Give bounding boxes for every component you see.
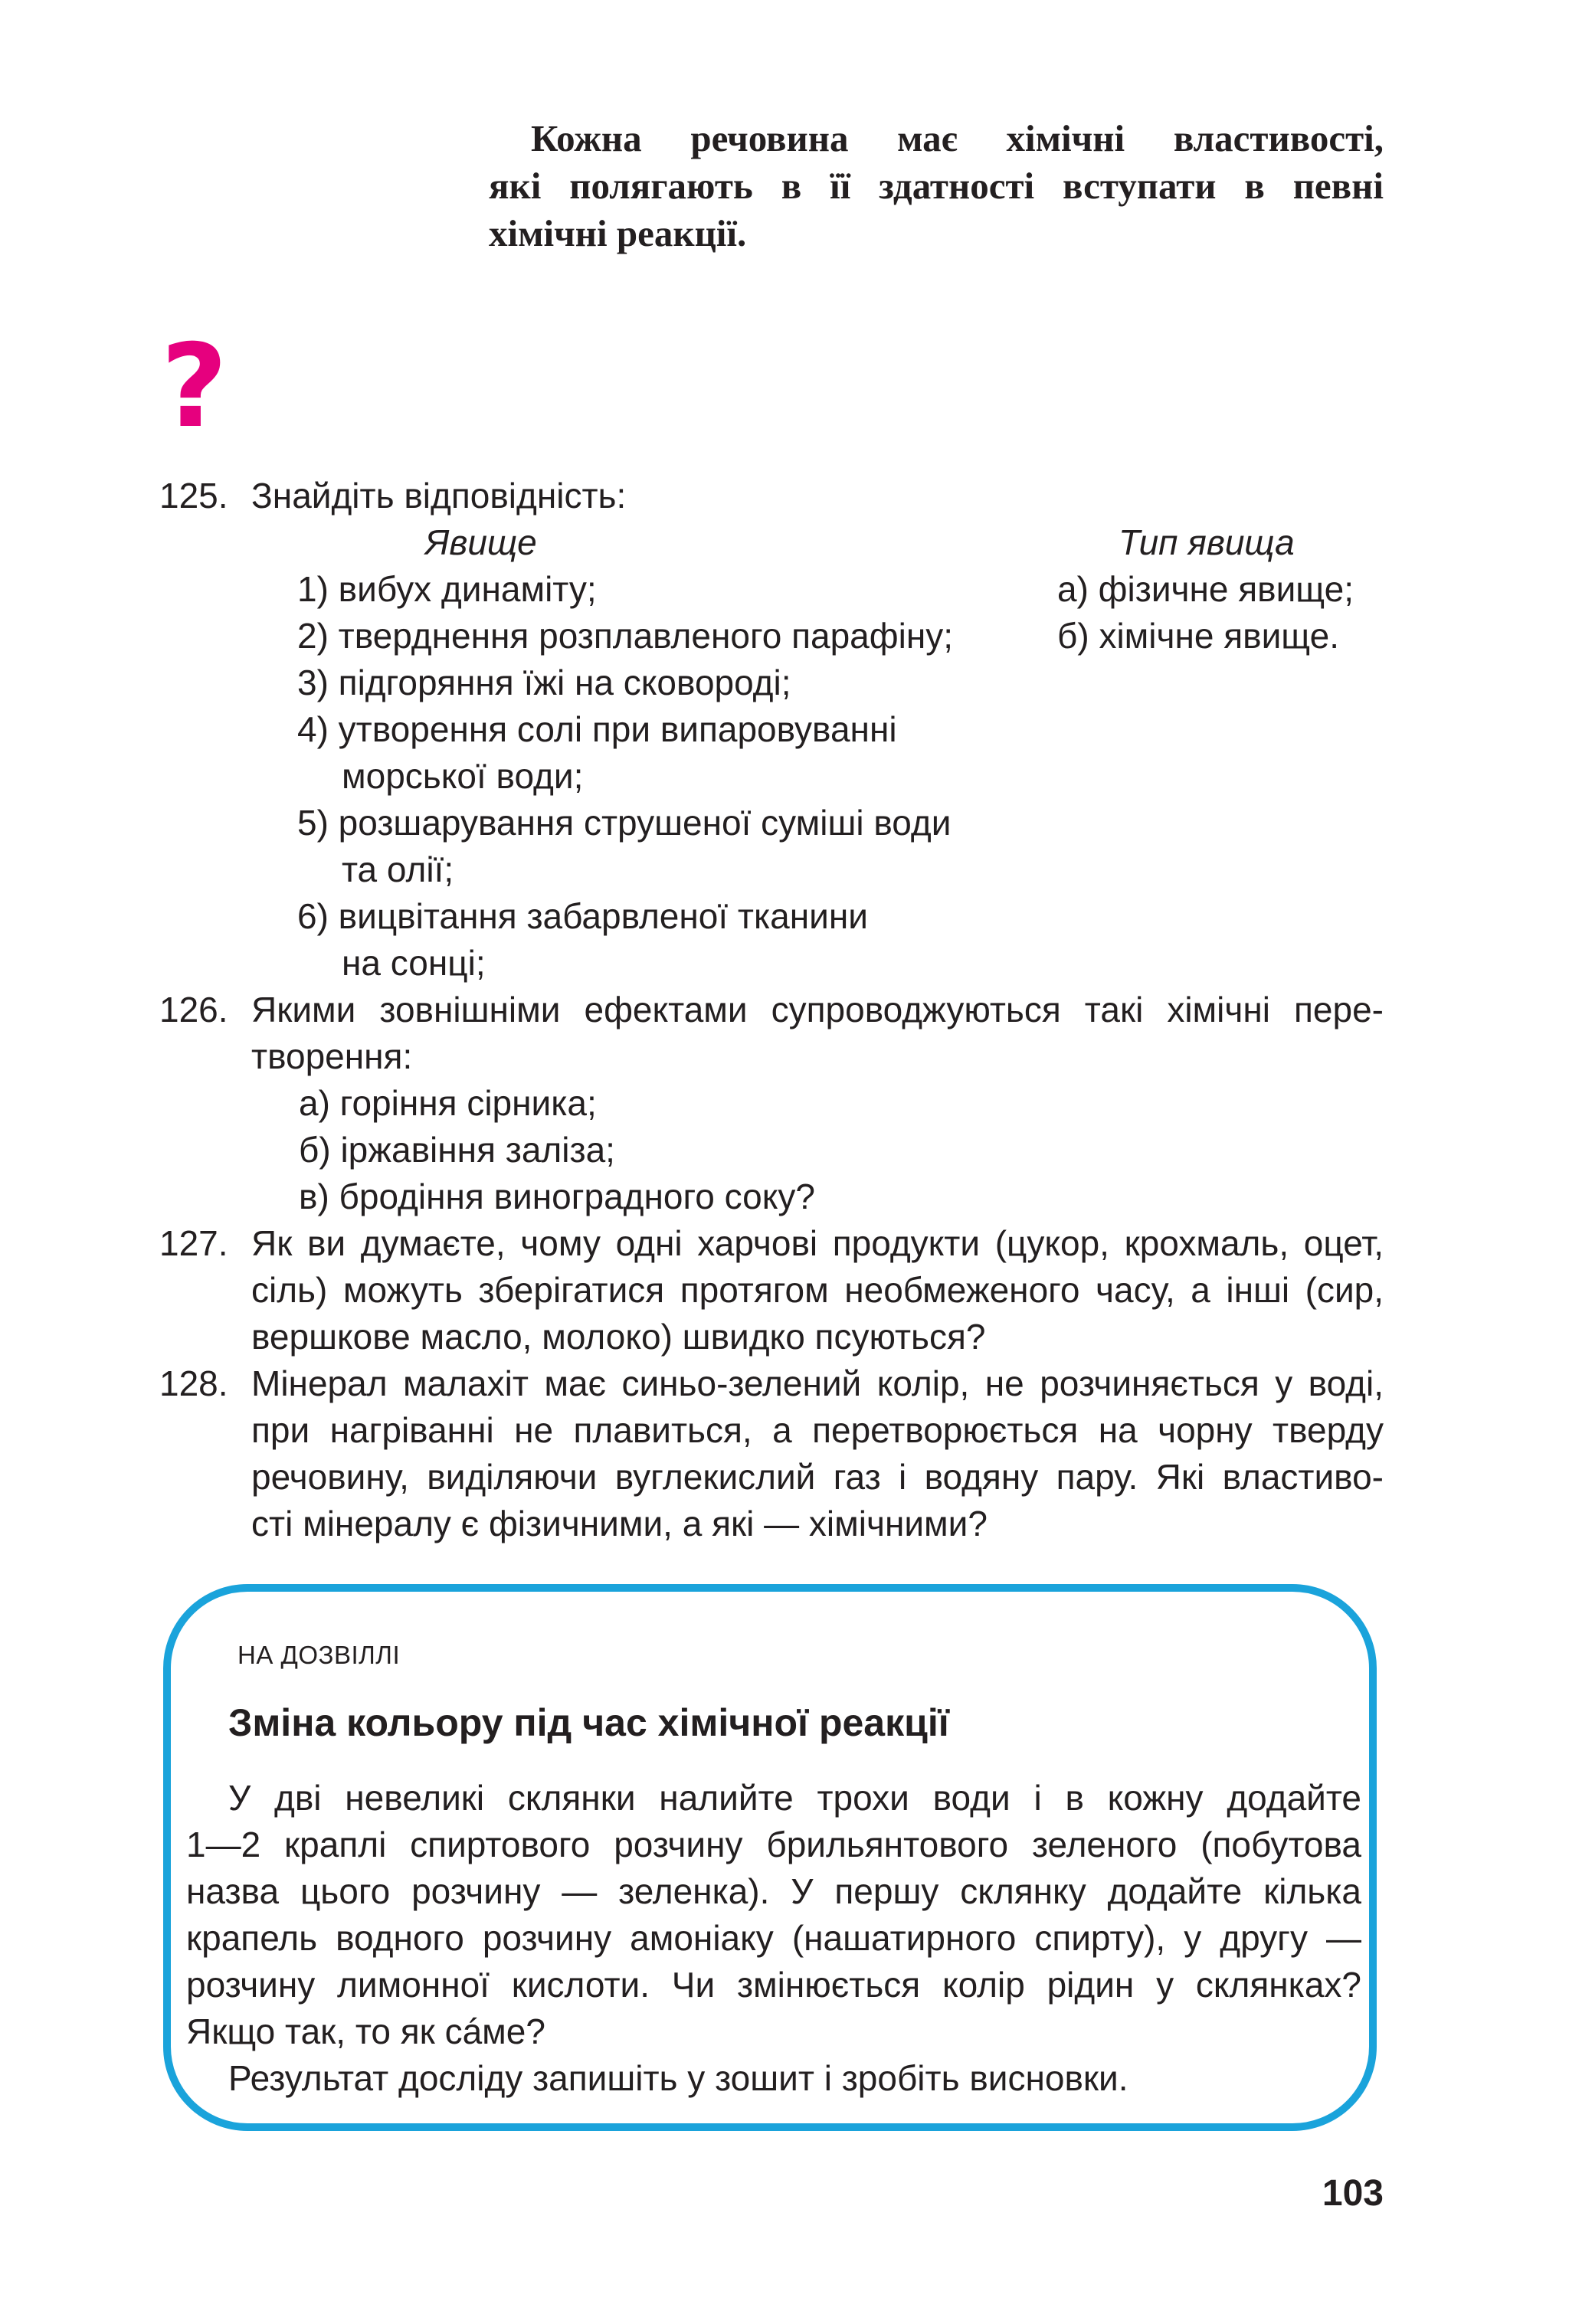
box-body-line: Якщо так, то як сáме? [186, 2011, 545, 2051]
box-body-line: Результат досліду запишіть у зошит і зробіть висновки. [228, 2058, 1128, 2098]
list-item: 1) вибух динаміту; [297, 569, 597, 609]
question-number: 126. [159, 990, 228, 1029]
list-item: 5) розшарування струшеної суміші води [297, 803, 952, 843]
box-title: Зміна кольору під час хімічної реакції [228, 1701, 949, 1744]
key-statement-line: хімічні реакції. [489, 212, 747, 254]
list-item: в) бродіння виноградного соку? [299, 1177, 815, 1216]
question-text-line: Як ви думаєте, чому одні харчові продукти (цукор, крохмаль, оцет, [251, 1223, 1384, 1263]
box-body-line: назва цього розчину — зеленка). У першу склянку додайте кілька [186, 1871, 1361, 1911]
question-text-line: речовину, виділяючи вуглекислий газ і водяну пару. Які властиво- [251, 1457, 1384, 1497]
list-item-continuation: морської води; [342, 756, 584, 796]
question-text-line: сіль) можуть зберігатися протягом необмеженого часу, а інші (сир, [251, 1270, 1384, 1310]
question-text-line: творення: [251, 1036, 413, 1076]
question-number: 128. [159, 1363, 228, 1403]
list-item: б) іржавіння заліза; [299, 1130, 615, 1170]
box-label: НА ДОЗВІЛЛІ [237, 1641, 401, 1669]
list-item: 4) утворення солі при випаровуванні [297, 709, 897, 749]
question-text-line: вершкове масло, молоко) швидко псуються? [251, 1317, 986, 1357]
list-item: 6) вицвітання забарвленої тканини [297, 896, 868, 936]
question-text-line: сті мінералу є фізичними, а які — хімічними? [251, 1504, 988, 1543]
key-statement-line: які полягають в її здатності вступати в певні [489, 165, 1384, 207]
question-number: 125. [159, 476, 228, 516]
key-statement [489, 115, 1384, 257]
question-text-line: Мінерал малахіт має синьо-зелений колір, не розчиняється у воді, [251, 1363, 1384, 1403]
box-body-line: крапель водного розчину амоніаку (нашатирного спирту), у другу — [186, 1918, 1361, 1958]
type-option: а) фізичне явище; [1057, 569, 1354, 609]
box-body-line: У дві невеликі склянки налийте трохи води і в кожну додайте [228, 1778, 1361, 1818]
list-item: 3) підгоряння їжі на сковороді; [297, 663, 791, 702]
box-body-line: розчину лимонної кислоти. Чи змінюється колір рідин у склянках? [186, 1965, 1361, 2005]
column-header-phenomenon: Явище [425, 522, 537, 562]
type-option: б) хімічне явище. [1057, 616, 1339, 656]
list-item-continuation: на сонці; [342, 943, 486, 983]
question-text-line: Якими зовнішніми ефектами супроводжуються такі хімічні пере- [251, 990, 1384, 1029]
question-number: 127. [159, 1223, 228, 1263]
list-item-continuation: та олії; [342, 849, 454, 889]
question-text-line: при нагріванні не плавиться, а перетворюється на чорну тверду [251, 1410, 1384, 1450]
column-header-type: Тип явища [1119, 522, 1295, 562]
list-item: а) горіння сірника; [299, 1083, 597, 1123]
question-text: Знайдіть відповідність: [251, 476, 627, 516]
box-body-line: 1—2 краплі спиртового розчину брильянтового зеленого (побутова [186, 1825, 1361, 1864]
key-statement-line: Кожна речовина має хімічні властивості, [531, 117, 1384, 159]
list-item: 2) тверднення розплавленого парафіну; [297, 616, 954, 656]
question-mark-icon: ? [161, 320, 228, 453]
page-number: 103 [1322, 2173, 1384, 2214]
